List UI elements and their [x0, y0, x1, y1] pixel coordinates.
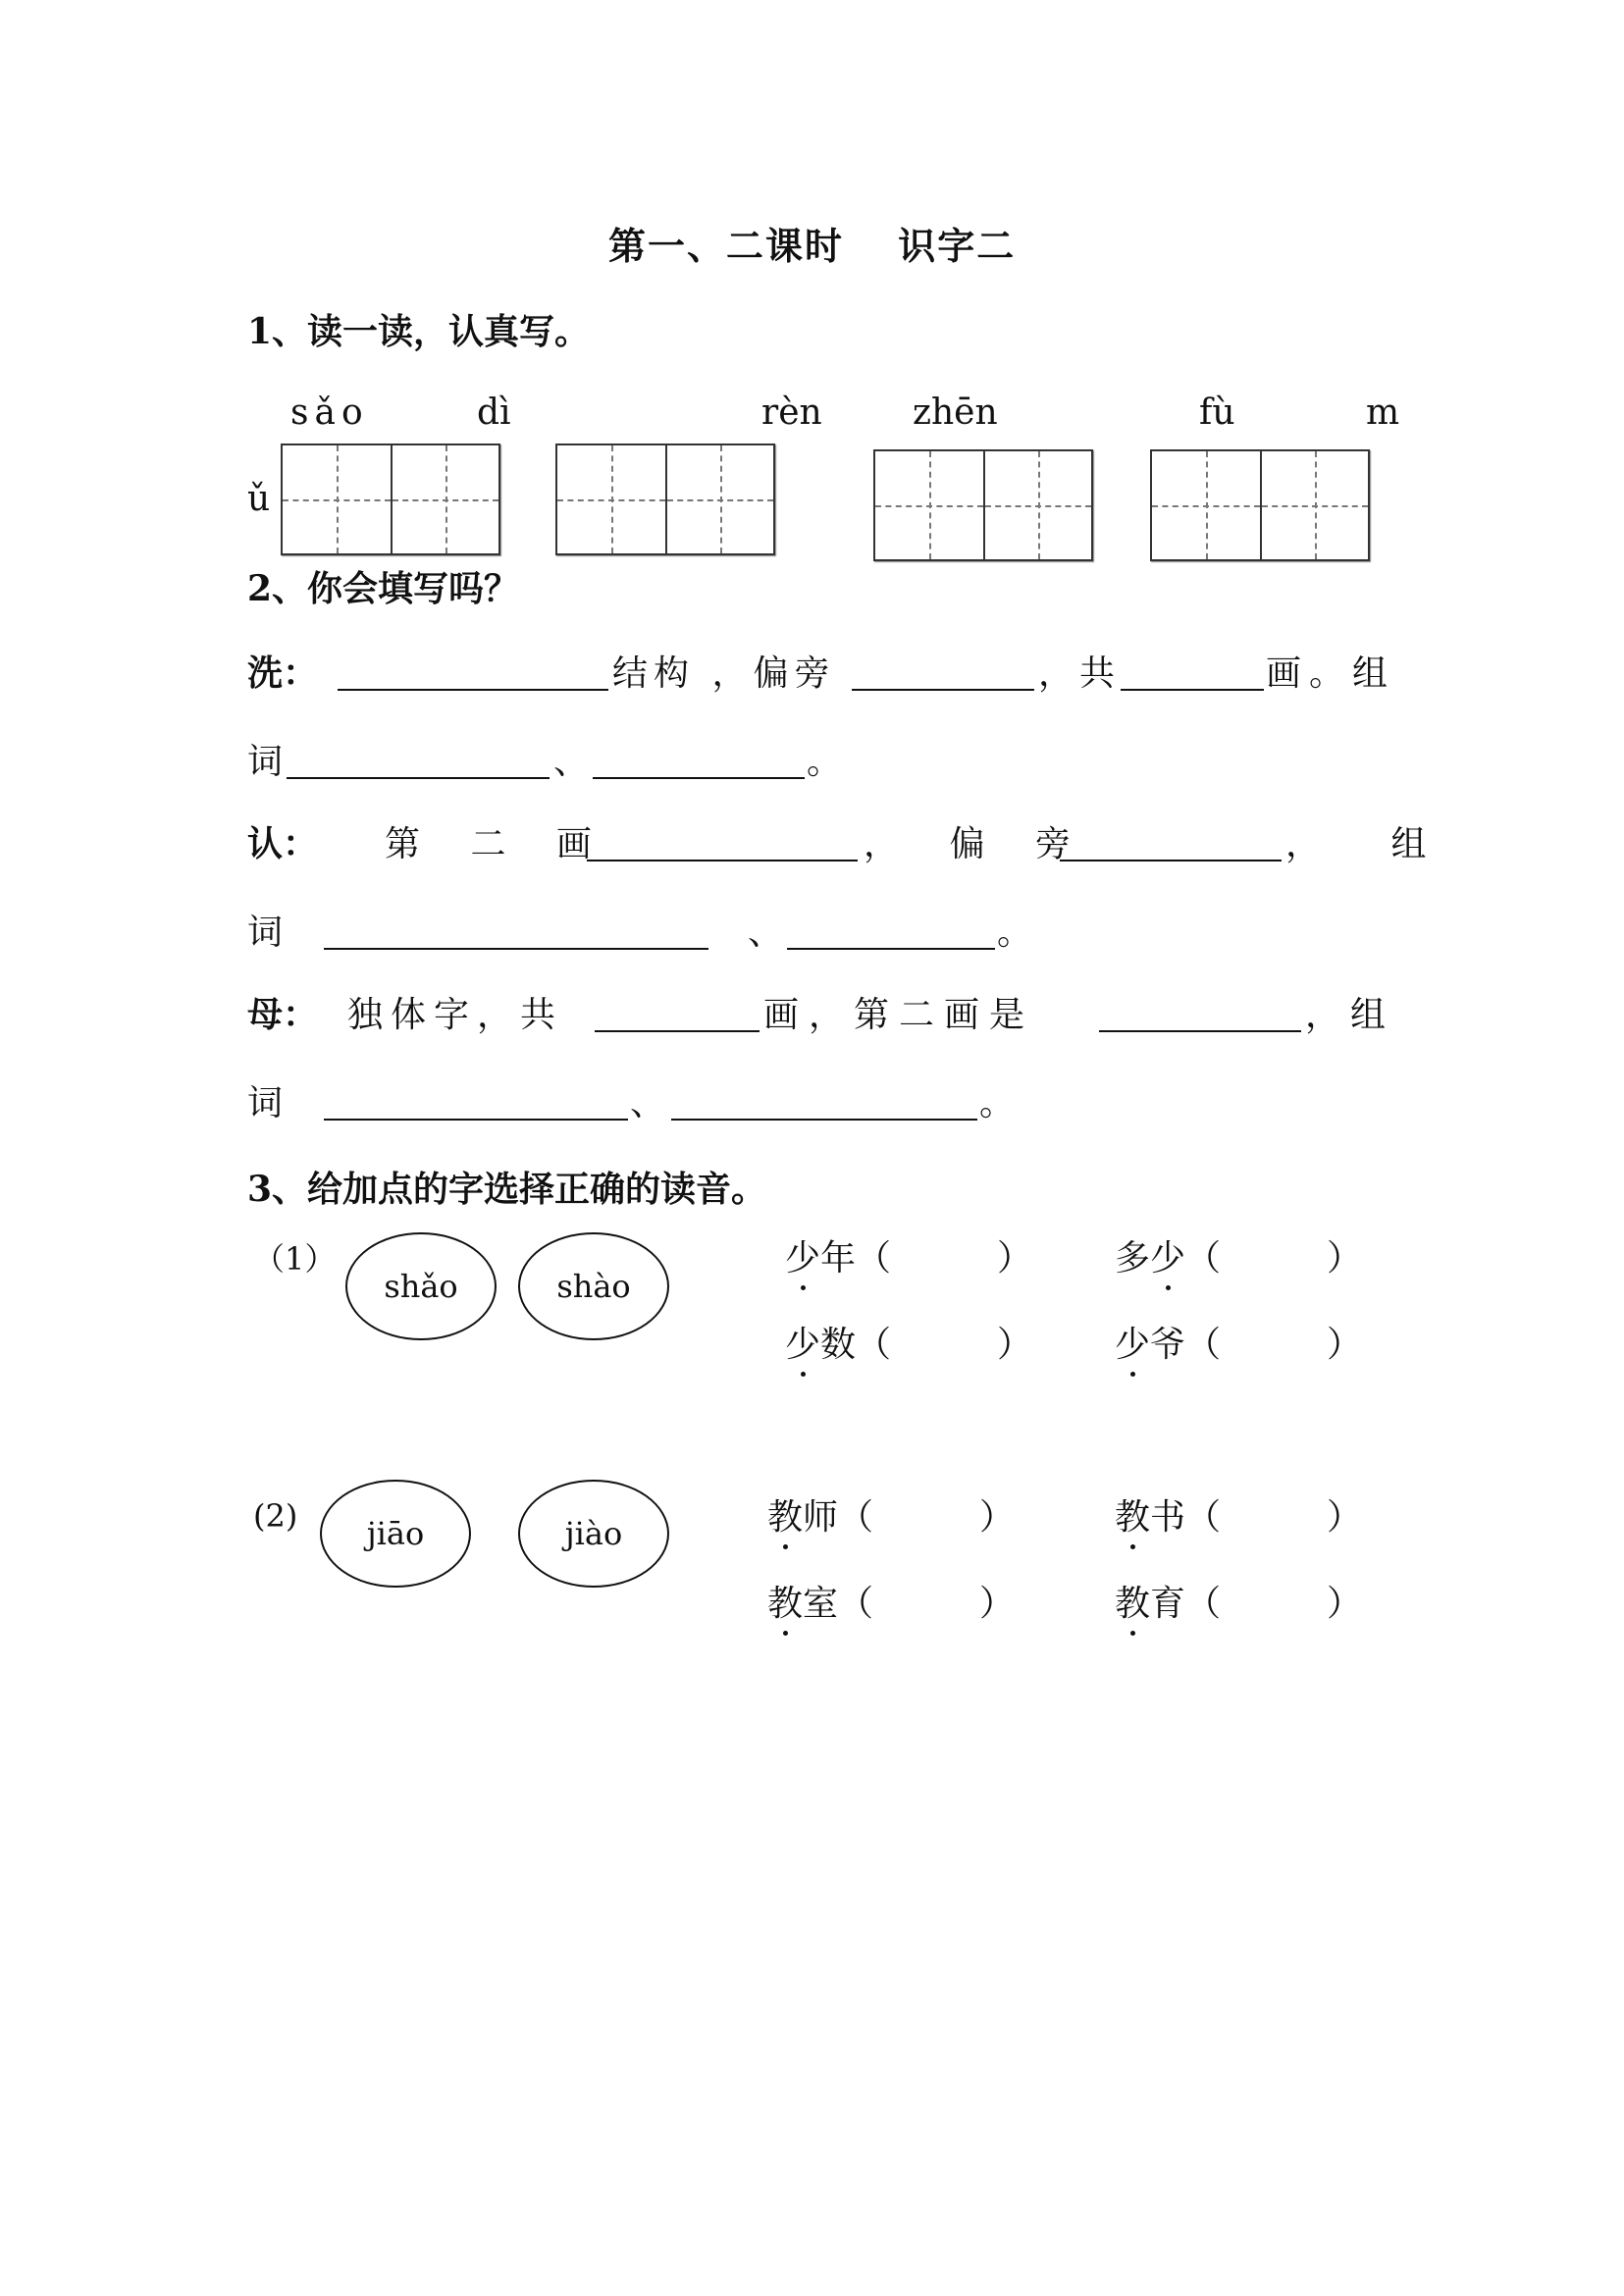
- dotted-char: 教: [767, 1489, 803, 1539]
- word-rest: 数（ ）: [820, 1325, 1033, 1365]
- char-mu-label: 母：: [247, 994, 319, 1035]
- dotted-char: 教: [1115, 1489, 1150, 1539]
- ren-word-blank-2[interactable]: [787, 948, 995, 950]
- dotted-char: 少: [785, 1230, 820, 1280]
- ren-sep: 、: [748, 913, 784, 953]
- page-title: 第一、二课时 识字二: [608, 224, 1017, 268]
- xi-text-1: 结构 ，偏旁: [612, 653, 836, 694]
- word-shaoye: [1115, 1317, 1362, 1367]
- xi-text-2: ，共: [1038, 653, 1122, 694]
- writing-cell[interactable]: [875, 451, 983, 559]
- pinyin-sao: sǎo: [290, 392, 369, 433]
- pinyin-option-shao4[interactable]: shào: [518, 1232, 669, 1340]
- mu-stroke-blank[interactable]: [1099, 1030, 1301, 1032]
- mu-end: 。: [979, 1083, 1016, 1123]
- writing-grid-saodi[interactable]: [281, 444, 500, 555]
- group-1-number: （1）: [253, 1240, 337, 1278]
- pinyin-mu-part1: m: [1366, 392, 1400, 433]
- writing-grid-2[interactable]: [555, 444, 775, 555]
- dotted-char: 教: [767, 1576, 803, 1626]
- word-rest: 室（ ）: [803, 1584, 1016, 1624]
- pinyin-option-jiao4[interactable]: jiào: [518, 1480, 669, 1588]
- ren-ci-label: 词: [247, 913, 284, 953]
- ren-end: 。: [997, 913, 1033, 953]
- word-rest: 年（ ）: [820, 1238, 1033, 1278]
- ren-stroke-blank[interactable]: [587, 860, 858, 861]
- question-1-heading: 1、读一读，认真写。: [247, 311, 591, 352]
- dotted-char: 少: [785, 1317, 820, 1367]
- xi-structure-blank[interactable]: [338, 689, 608, 691]
- ren-text-1: 第 二 画: [385, 824, 611, 864]
- ren-text-3: ， 组: [1285, 824, 1456, 864]
- writing-grid-renzhen[interactable]: [873, 449, 1093, 561]
- pinyin-fu: fù: [1199, 392, 1235, 433]
- word-jiaoshi-teacher: [767, 1489, 1015, 1539]
- word-duoshao: [1115, 1230, 1362, 1280]
- mu-word-blank-2[interactable]: [671, 1119, 977, 1121]
- pinyin-di: dì: [477, 392, 511, 433]
- dotted-char: 教: [1115, 1576, 1150, 1626]
- xi-radical-blank[interactable]: [852, 689, 1034, 691]
- pinyin-mu-part2: ǔ: [247, 479, 271, 519]
- word-shaonian: [785, 1230, 1032, 1280]
- word-jiaoyu: [1115, 1576, 1362, 1626]
- mu-text-1: 独体字，共: [347, 995, 564, 1035]
- word-jiaoshi-classroom: [767, 1576, 1015, 1626]
- word-rest: 书（ ）: [1150, 1497, 1363, 1538]
- word-pre: 多: [1115, 1238, 1151, 1278]
- char-xi-label: 洗：: [247, 652, 319, 694]
- pinyin-zhen: zhēn: [913, 392, 998, 433]
- xi-end: 。: [807, 742, 843, 782]
- mu-text-3: ，组: [1305, 995, 1396, 1035]
- mu-strokes-blank[interactable]: [595, 1030, 760, 1032]
- ren-text-2: ， 偏 旁: [864, 824, 1090, 864]
- word-rest: 爷（ ）: [1150, 1325, 1363, 1365]
- mu-sep: 、: [630, 1083, 666, 1123]
- question-3-heading: 3、给加点的字选择正确的读音。: [247, 1169, 767, 1210]
- dotted-char: 少: [1150, 1230, 1185, 1280]
- mu-word-blank-1[interactable]: [324, 1119, 628, 1121]
- word-rest: 师（ ）: [803, 1497, 1016, 1538]
- pinyin-ren: rèn: [761, 392, 822, 433]
- xi-word-blank-2[interactable]: [593, 777, 805, 779]
- ren-radical-blank[interactable]: [1060, 860, 1282, 861]
- word-jiaoshu: [1115, 1489, 1362, 1539]
- writing-cell[interactable]: [391, 445, 498, 553]
- word-rest: 育（ ）: [1150, 1584, 1363, 1624]
- pinyin-option-jiao1[interactable]: jiāo: [320, 1480, 471, 1588]
- word-rest: （ ）: [1185, 1238, 1363, 1278]
- dotted-char: 少: [1115, 1317, 1150, 1367]
- xi-word-blank-1[interactable]: [287, 777, 550, 779]
- writing-cell[interactable]: [283, 445, 391, 553]
- xi-strokes-blank[interactable]: [1121, 689, 1264, 691]
- writing-cell[interactable]: [983, 451, 1091, 559]
- word-shaoshu: [785, 1317, 1032, 1367]
- xi-text-3: 画。组: [1266, 653, 1396, 694]
- char-ren-label: 认：: [247, 823, 319, 864]
- group-2-number: (2): [253, 1497, 298, 1535]
- writing-cell[interactable]: [1260, 451, 1368, 559]
- xi-ci-label: 词: [247, 742, 284, 782]
- writing-cell[interactable]: [1152, 451, 1260, 559]
- pinyin-option-shao3[interactable]: shǎo: [345, 1232, 497, 1340]
- writing-cell[interactable]: [557, 445, 665, 553]
- writing-grid-fumu[interactable]: [1150, 449, 1370, 561]
- ren-word-blank-1[interactable]: [324, 948, 708, 950]
- xi-sep: 、: [553, 742, 590, 782]
- mu-ci-label: 词: [247, 1083, 284, 1123]
- question-2-heading: 2、你会填写吗？: [247, 568, 520, 609]
- writing-cell[interactable]: [665, 445, 773, 553]
- mu-text-2: 画，第二画是: [763, 995, 1035, 1035]
